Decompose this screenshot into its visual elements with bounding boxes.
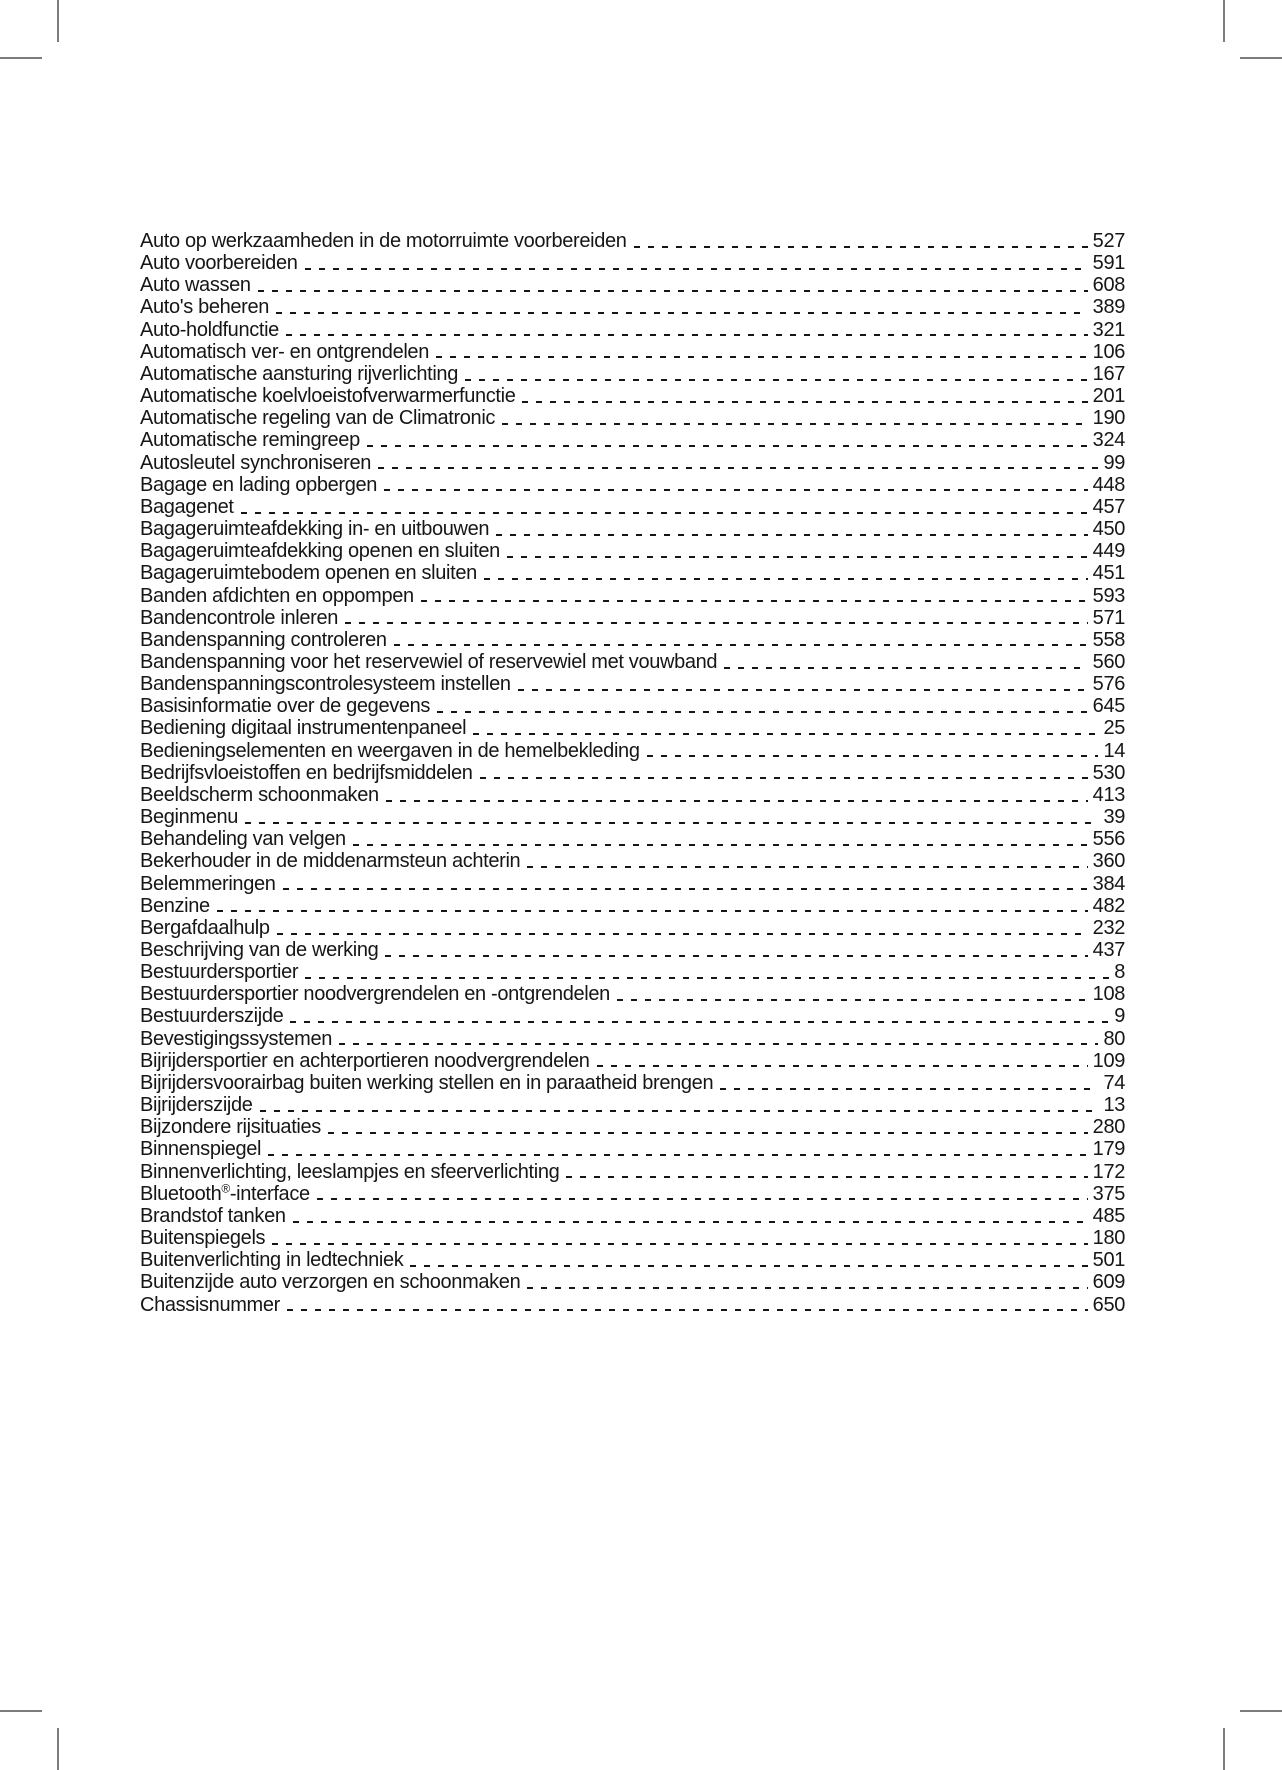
- index-entry-row: [140, 673, 1125, 695]
- index-entry-row: [140, 385, 1125, 407]
- crop-mark-top-right-vertical: [1223, 0, 1225, 42]
- dot-leader: [384, 489, 1088, 491]
- index-entry-page-number: 8: [1114, 961, 1125, 984]
- dot-leader: [367, 445, 1088, 447]
- dot-leader: [647, 755, 1099, 757]
- index-entry-label: Bedrijfsvloeistoffen en bedrijfsmiddelen: [140, 761, 473, 784]
- index-entry-row: [140, 1161, 1125, 1183]
- index-entry-label: Bagageruimteafdekking openen en sluiten: [140, 540, 500, 563]
- dot-leader: [290, 1021, 1109, 1023]
- index-entry-label: Basisinformatie over de gegevens: [140, 695, 431, 718]
- index-entry-label: Brandstof tanken: [140, 1204, 286, 1227]
- index-entry-row: [140, 252, 1125, 274]
- index-entry-label: Bijrijderszijde: [140, 1094, 253, 1117]
- index-entry-row: [140, 296, 1125, 318]
- dot-leader: [421, 600, 1088, 602]
- index-entry-page-number: 560: [1092, 650, 1125, 673]
- dot-leader: [305, 268, 1088, 270]
- index-entry-row: [140, 1050, 1125, 1072]
- index-entry-row: [140, 740, 1125, 762]
- index-entry-label: Auto wassen: [140, 274, 251, 297]
- index-entry-row: [140, 717, 1125, 739]
- index-entry-row: [140, 496, 1125, 518]
- index-entry-row: [140, 363, 1125, 385]
- dot-leader: [386, 800, 1088, 802]
- index-entry-label: Bestuurdersportier noodvergrendelen en -ontgrendelen: [140, 983, 610, 1006]
- dot-leader: [480, 777, 1088, 779]
- dot-leader: [527, 1287, 1087, 1289]
- index-entry-row: [140, 474, 1125, 496]
- index-entry-page-number: 451: [1092, 562, 1125, 585]
- dot-leader: [328, 1132, 1088, 1134]
- index-entry-page-number: 650: [1092, 1293, 1125, 1316]
- index-entry-row: [140, 873, 1125, 895]
- index-entry-label: Bagage en lading opbergen: [140, 473, 378, 496]
- index-entry-page-number: 321: [1092, 318, 1125, 341]
- index-entry-page-number: 593: [1092, 584, 1125, 607]
- index-entry-row: [140, 1116, 1125, 1138]
- index-entry-label: Buitenspiegels: [140, 1227, 266, 1250]
- dot-leader: [496, 534, 1088, 536]
- index-entry-row: [140, 983, 1125, 1005]
- dot-leader: [502, 423, 1088, 425]
- dot-leader: [305, 977, 1109, 979]
- index-entry-label: Bagagenet: [140, 495, 234, 518]
- crop-mark-bottom-right-horizontal: [1240, 1710, 1282, 1712]
- index-entry-page-number: 485: [1092, 1204, 1125, 1227]
- index-entry-label: Bandenspanning voor het reservewiel of reservewiel met vouwband: [140, 650, 718, 673]
- index-entry-page-number: 448: [1092, 473, 1125, 496]
- index-entry-label: Automatische aansturing rijverlichting: [140, 362, 458, 385]
- index-entry-page-number: 360: [1092, 850, 1125, 873]
- index-entry-label: Binnenverlichting, leeslampjes en sfeerverlichting: [140, 1160, 560, 1183]
- dot-leader: [522, 401, 1087, 403]
- index-entry-page-number: 384: [1092, 872, 1125, 895]
- index-entry-page-number: 167: [1092, 362, 1125, 385]
- index-entry-page-number: 201: [1092, 385, 1125, 408]
- index-entry-page-number: 190: [1092, 407, 1125, 430]
- index-entry-row: [140, 1072, 1125, 1094]
- index-entry-label: Bluetooth®-interface: [140, 1181, 310, 1205]
- index-entry-label: Auto-holdfunctie: [140, 318, 279, 341]
- index-entry-row: [140, 585, 1125, 607]
- index-entry-label: Bandenspanningscontrolesysteem instellen: [140, 673, 511, 696]
- dot-leader: [277, 933, 1088, 935]
- index-entry-page-number: 437: [1092, 939, 1125, 961]
- index-entry-page-number: 232: [1092, 916, 1125, 939]
- index-entry-label: Bagageruimteafdekking in- en uitbouwen: [140, 518, 490, 541]
- index-entry-label: Bedieningselementen en weergaven in de hemelbekleding: [140, 739, 640, 762]
- dot-leader: [410, 1265, 1087, 1267]
- index-entry-label: Bevestigingssystemen: [140, 1027, 332, 1050]
- index-entry-page-number: 106: [1092, 340, 1125, 363]
- dot-leader: [245, 822, 1098, 824]
- crop-mark-bottom-right-vertical: [1223, 1728, 1225, 1770]
- index-entry-page-number: 482: [1092, 894, 1125, 917]
- index-entry-label: Bagageruimtebodem openen en sluiten: [140, 562, 477, 585]
- index-entry-row: [140, 695, 1125, 717]
- index-entry-row: [140, 230, 1125, 252]
- index-entry-page-number: 99: [1103, 451, 1125, 474]
- dot-leader: [507, 556, 1088, 558]
- index-entry-page-number: 571: [1092, 606, 1125, 629]
- index-entry-page-number: 527: [1092, 230, 1125, 252]
- index-entry-row: [140, 784, 1125, 806]
- index-entry-row: [140, 1294, 1125, 1316]
- index-entry-label: Auto's beheren: [140, 296, 270, 319]
- index-entry-label: Auto op werkzaamheden in de motorruimte voorbereiden: [140, 230, 627, 252]
- index-entry-page-number: 450: [1092, 518, 1125, 541]
- dot-leader: [436, 356, 1088, 358]
- index-entry-label: Banden afdichten en oppompen: [140, 584, 414, 607]
- dot-leader: [345, 622, 1088, 624]
- index-entry-row: [140, 850, 1125, 872]
- index-entry-page-number: 39: [1103, 806, 1125, 829]
- index-entry-label: Bandencontrole inleren: [140, 606, 339, 629]
- index-entry-page-number: 501: [1092, 1249, 1125, 1272]
- index-entry-row: [140, 961, 1125, 983]
- index-entry-label: Bediening digitaal instrumentenpaneel: [140, 717, 467, 740]
- index-entry-row: [140, 629, 1125, 651]
- dot-leader: [293, 1221, 1088, 1223]
- dot-leader: [276, 312, 1088, 314]
- crop-mark-top-left-horizontal: [0, 57, 42, 59]
- dot-leader: [217, 910, 1088, 912]
- index-entry-label: Bestuurderszijde: [140, 1005, 284, 1028]
- index-entry-label: Beginmenu: [140, 806, 239, 829]
- dot-leader: [465, 379, 1088, 381]
- dot-leader: [724, 667, 1087, 669]
- crop-mark-top-left-vertical: [57, 0, 59, 42]
- index-entry-page-number: 109: [1092, 1049, 1125, 1072]
- dot-leader: [353, 844, 1088, 846]
- index-entry-row: [140, 895, 1125, 917]
- index-entry-page-number: 457: [1092, 495, 1125, 518]
- index-entry-row: [140, 319, 1125, 341]
- index-entry-row: [140, 1227, 1125, 1249]
- index-entry-row: [140, 429, 1125, 451]
- dot-leader: [286, 334, 1088, 336]
- index-entry-label: Behandeling van velgen: [140, 828, 346, 851]
- index-entry-row: [140, 806, 1125, 828]
- index-entry-page-number: 608: [1092, 274, 1125, 297]
- index-entry-label: Bijzondere rijsituaties: [140, 1116, 321, 1139]
- index-entry-label: Binnenspiegel: [140, 1138, 262, 1161]
- dot-leader: [597, 1065, 1088, 1067]
- dot-leader: [527, 866, 1087, 868]
- index-entry-label: Auto voorbereiden: [140, 252, 298, 275]
- index-entry-row: [140, 828, 1125, 850]
- index-entry-row: [140, 939, 1125, 961]
- index-entry-label: Chassisnummer: [140, 1293, 280, 1316]
- index-entry-page-number: 25: [1103, 717, 1125, 740]
- index-entry-label: Bestuurdersportier: [140, 961, 299, 984]
- index-entry-label: Belemmeringen: [140, 872, 276, 895]
- index-entry-page-number: 375: [1092, 1182, 1125, 1205]
- dot-leader: [283, 888, 1088, 890]
- index-entry-row: [140, 562, 1125, 584]
- dot-leader: [518, 689, 1088, 691]
- index-entry-page-number: 280: [1092, 1116, 1125, 1139]
- index-entry-row: [140, 1028, 1125, 1050]
- index-entry-label: Automatisch ver- en ontgrendelen: [140, 340, 429, 363]
- index-entry-page-number: 389: [1092, 296, 1125, 319]
- dot-leader: [473, 733, 1098, 735]
- index-entry-page-number: 172: [1092, 1160, 1125, 1183]
- index-entry-page-number: 530: [1092, 761, 1125, 784]
- dot-leader: [260, 1110, 1099, 1112]
- index-entry-page-number: 558: [1092, 628, 1125, 651]
- index-entry-page-number: 108: [1092, 983, 1125, 1006]
- dot-leader: [378, 467, 1098, 469]
- index-entry-label: Bijrijdersvoorairbag buiten werking stellen en in paraatheid brengen: [140, 1071, 714, 1094]
- dot-leader: [385, 955, 1087, 957]
- index-entry-row: [140, 452, 1125, 474]
- dot-leader: [268, 1154, 1088, 1156]
- index-entry-label: Automatische koelvloeistofverwarmerfunctie: [140, 385, 516, 408]
- index-entry-row: [140, 917, 1125, 939]
- index-entry-label: Bergafdaalhulp: [140, 916, 270, 939]
- index-entry-label: Buitenzijde auto verzorgen en schoonmaken: [140, 1271, 521, 1294]
- index-entry-label: Bijrijdersportier en achterportieren noodvergrendelen: [140, 1049, 590, 1072]
- dot-leader: [437, 711, 1088, 713]
- index-entry-label: Autosleutel synchroniseren: [140, 451, 372, 474]
- index-entry-row: [140, 540, 1125, 562]
- index-entry-row: [140, 607, 1125, 629]
- index-entry-page-number: 80: [1103, 1027, 1125, 1050]
- index-entry-page-number: 591: [1092, 252, 1125, 275]
- index-entry-page-number: 13: [1103, 1094, 1125, 1117]
- dot-leader: [566, 1176, 1087, 1178]
- dot-leader: [394, 644, 1088, 646]
- index-entry-row: [140, 762, 1125, 784]
- index-entry-page-number: 576: [1092, 673, 1125, 696]
- index-entry-page-number: 324: [1092, 429, 1125, 452]
- index-entry-page-number: 14: [1103, 739, 1125, 762]
- dot-leader: [617, 999, 1088, 1001]
- dot-leader: [484, 578, 1088, 580]
- index-entry-row: [140, 518, 1125, 540]
- index-entry-label: Bandenspanning controleren: [140, 628, 387, 651]
- index-entry-label: Automatische regeling van de Climatronic: [140, 407, 496, 430]
- index-entry-row: [140, 1183, 1125, 1205]
- index-entry-label: Automatische remingreep: [140, 429, 360, 452]
- dot-leader: [634, 246, 1088, 248]
- index-entry-row: [140, 1005, 1125, 1027]
- index-entry-page-number: 413: [1092, 783, 1125, 806]
- index-entry-row: [140, 1138, 1125, 1160]
- index-entry-row: [140, 1205, 1125, 1227]
- dot-leader: [287, 1309, 1088, 1311]
- index-entry-list: [140, 230, 1125, 1316]
- crop-mark-top-right-horizontal: [1240, 57, 1282, 59]
- crop-mark-bottom-left-vertical: [57, 1728, 59, 1770]
- dot-leader: [258, 290, 1088, 292]
- index-entry-page-number: 609: [1092, 1271, 1125, 1294]
- index-entry-label: Buitenverlichting in ledtechniek: [140, 1249, 404, 1272]
- index-entry-page-number: 556: [1092, 828, 1125, 851]
- index-entry-page-number: 74: [1103, 1071, 1125, 1094]
- index-entry-label: Bekerhouder in de middenarmsteun achterin: [140, 850, 521, 873]
- dot-leader: [720, 1088, 1098, 1090]
- dot-leader: [272, 1243, 1087, 1245]
- index-entry-page-number: 9: [1114, 1005, 1125, 1028]
- dot-leader: [339, 1043, 1098, 1045]
- dot-leader: [317, 1198, 1088, 1200]
- index-entry-row: [140, 1249, 1125, 1271]
- index-entry-row: [140, 407, 1125, 429]
- index-entry-row: [140, 1094, 1125, 1116]
- dot-leader: [241, 512, 1088, 514]
- index-entry-row: [140, 1271, 1125, 1293]
- index-entry-row: [140, 274, 1125, 296]
- index-entry-label: Beschrijving van de werking: [140, 939, 379, 961]
- index-entry-page-number: 645: [1092, 695, 1125, 718]
- index-entry-row: [140, 651, 1125, 673]
- index-entry-label: Benzine: [140, 894, 210, 917]
- index-entry-page-number: 179: [1092, 1138, 1125, 1161]
- crop-mark-bottom-left-horizontal: [0, 1710, 42, 1712]
- index-entry-page-number: 449: [1092, 540, 1125, 563]
- index-entry-row: [140, 341, 1125, 363]
- index-entry-page-number: 180: [1092, 1227, 1125, 1250]
- index-entry-label: Beeldscherm schoonmaken: [140, 783, 379, 806]
